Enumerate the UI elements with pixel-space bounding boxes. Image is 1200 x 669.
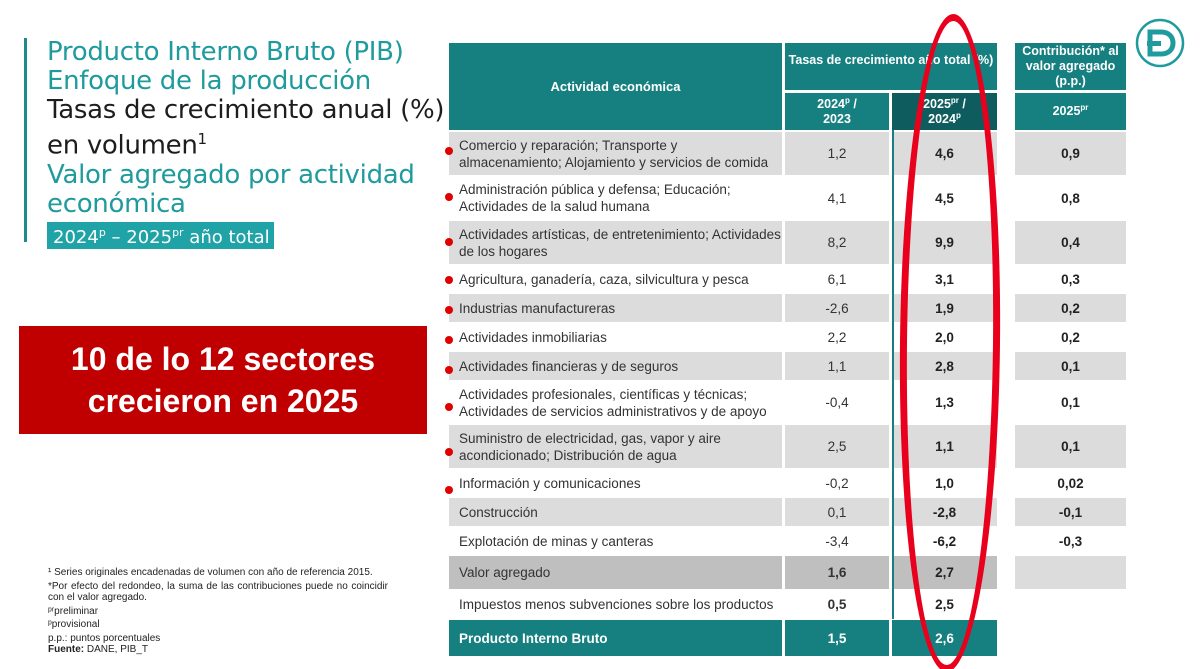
red-dot-icon (445, 486, 453, 494)
growth-2024-cell: 1,2 (785, 132, 889, 175)
growth-2025-cell: 1,0 (892, 469, 997, 497)
growth-2024-cell: 1,5 (785, 620, 889, 656)
table-row (449, 132, 1126, 176)
contribution-cell: 0,2 (1015, 323, 1126, 351)
growth-2025-cell: 4,5 (892, 176, 997, 220)
red-dot-icon (445, 147, 453, 155)
activity-cell: Actividades financieras y de seguros (449, 352, 782, 380)
growth-2025-cell: 2,0 (892, 323, 997, 351)
red-dot-icon (445, 403, 453, 411)
activity-cell: Actividades inmobiliarias (449, 323, 782, 351)
contribution-cell (1015, 620, 1126, 656)
activity-cell: Construcción (449, 498, 782, 526)
title-line-3: Tasas de crecimiento anual (%) (47, 95, 445, 125)
growth-2024-cell: -2,6 (785, 294, 889, 322)
activity-cell: Industrias manufactureras (449, 294, 782, 322)
growth-2024-cell: 6,1 (785, 265, 889, 293)
contribution-cell: 0,8 (1015, 176, 1126, 220)
growth-2024-cell: 8,2 (785, 221, 889, 264)
table-row (449, 527, 1126, 556)
activity-cell: Información y comunicaciones (449, 469, 782, 497)
contribution-cell: 0,4 (1015, 221, 1126, 264)
red-dot-icon (445, 366, 453, 374)
table-row (449, 265, 1126, 294)
table-row (449, 498, 1126, 527)
growth-2024-cell: -3,4 (785, 527, 889, 555)
footnote-5: p.p.: puntos porcentuales (48, 632, 161, 644)
growth-2024-cell: 0,1 (785, 498, 889, 526)
footnote-3: ᵖʳpreliminar (48, 605, 99, 617)
activity-cell: Comercio y reparación; Transporte y almacenamiento; Alojamiento y servicios de comida (449, 132, 782, 175)
header-activity: Actividad económica (449, 43, 782, 130)
footnote-source: Fuente: DANE, PIB_T (48, 644, 149, 655)
activity-cell: Actividades profesionales, científicas y técnicas; Actividades de servicios administrativos y de apoyo (449, 381, 782, 424)
red-dot-icon (445, 193, 453, 201)
footnotes (48, 567, 388, 656)
dane-d-logo-icon (1135, 18, 1185, 68)
growth-2024-cell: 1,6 (785, 556, 889, 589)
header-contribution-2025: $2025^{pr}$ (1015, 93, 1126, 130)
growth-2025-cell: -2,8 (892, 498, 997, 526)
growth-2024-cell: 2,2 (785, 323, 889, 351)
growth-2025-cell: 2,6 (892, 620, 997, 656)
year-badge: $2024^p - 2025^{pr}$ año total (47, 222, 274, 249)
growth-2025-cell: 3,1 (892, 265, 997, 293)
footnote-4: ᵖprovisional (48, 619, 100, 630)
contribution-cell: 0,3 (1015, 265, 1126, 293)
red-dot-icon (445, 306, 453, 314)
table-row (449, 176, 1126, 221)
header-contribution: Contribución* al valor agregado (p.p.) (1015, 43, 1126, 90)
header-2025-2024: $2025^{pr}$ / 2024$^p$ (892, 93, 997, 130)
table-row (449, 590, 1126, 620)
contribution-cell: 0,9 (1015, 132, 1126, 175)
column-separator (892, 130, 894, 619)
growth-2025-cell: 2,7 (892, 556, 997, 589)
table-row (449, 469, 1126, 498)
growth-2025-cell: 2,5 (935, 597, 954, 612)
sectors-callout (19, 326, 427, 434)
activity-cell: Agricultura, ganadería, caza, silvicultura y pesca (449, 265, 782, 293)
growth-2025-cell: 4,6 (892, 132, 997, 175)
growth-2024-cell: 1,1 (785, 352, 889, 380)
activity-cell: Administración pública y defensa; Educación; Actividades de la salud humana (449, 176, 782, 220)
growth-2025-cell: -6,2 (892, 527, 997, 555)
footnote-1: ¹ Series originales encadenadas de volumen con año de referencia 2015. (48, 567, 373, 578)
growth-2025-cell: 1,1 (892, 425, 997, 468)
red-dot-icon (445, 336, 453, 344)
growth-2024-cell: 2,5 (785, 425, 889, 468)
contribution-cell: 0,1 (1015, 381, 1126, 424)
growth-2024-cell: -0,2 (785, 469, 889, 497)
growth-2024-cell: 4,1 (785, 176, 889, 220)
title-block (47, 38, 467, 249)
red-dot-icon (445, 238, 453, 246)
activity-cell: Impuestos menos subvenciones sobre los productos (459, 597, 774, 612)
table-row (449, 620, 1126, 657)
table-row (449, 352, 1126, 381)
title-line-5: Valor agregado por actividad (47, 159, 415, 190)
growth-2025-cell: 1,9 (892, 294, 997, 322)
growth-2025-cell: 2,8 (892, 352, 997, 380)
growth-2025-cell: 9,9 (892, 221, 997, 264)
table-body (449, 132, 1126, 657)
table-row (449, 381, 1126, 425)
table-row (449, 556, 1126, 590)
contribution-cell: 0,1 (1015, 352, 1126, 380)
contribution-cell (1015, 590, 1126, 619)
activity-cell: Valor agregado (449, 556, 782, 589)
growth-2025-cell: 1,3 (892, 381, 997, 424)
title-line-4: en volumen$^1$ (47, 130, 207, 161)
title-accent-bar (24, 38, 27, 242)
contribution-cell: 0,1 (1015, 425, 1126, 468)
callout-line-1: 10 de lo 12 sectores (70, 341, 376, 377)
activity-cell: Explotación de minas y canteras (449, 527, 782, 555)
growth-2024-cell: -0,4 (785, 381, 889, 424)
growth-2024-cell: 0,5 (827, 597, 847, 612)
title-line-1: Producto Interno Bruto (PIB) (47, 37, 404, 67)
table-row (449, 221, 1126, 265)
contribution-cell: 0,2 (1015, 294, 1126, 322)
title-line-6: económica (47, 188, 186, 219)
contribution-cell (1015, 556, 1126, 589)
activity-cell: Producto Interno Bruto (449, 620, 782, 656)
table-row (449, 323, 1126, 352)
activity-cell: Suministro de electricidad, gas, vapor y aire acondicionado; Distribución de agua (449, 425, 782, 468)
contribution-cell: -0,3 (1015, 527, 1126, 555)
activity-cell: Actividades artísticas, de entretenimiento; Actividades de los hogares (449, 221, 782, 264)
table-row (449, 425, 1126, 469)
contribution-cell: -0,1 (1015, 498, 1126, 526)
header-2024-2023: 2024$^p$ / 2023 (785, 93, 889, 130)
footnote-2: *Por efecto del redondeo, la suma de las contribuciones puede no coincidir con el valor agregado. (48, 580, 388, 603)
table-row (449, 294, 1126, 323)
red-dot-icon (445, 448, 453, 456)
callout-line-2: crecieron en 2025 (87, 383, 359, 419)
table-header (449, 43, 1126, 130)
header-rates: Tasas de crecimiento año total (%) (785, 43, 997, 90)
title-line-2: Enfoque de la producción (47, 66, 371, 96)
contribution-cell: 0,02 (1015, 469, 1126, 497)
red-dot-icon (445, 276, 453, 284)
